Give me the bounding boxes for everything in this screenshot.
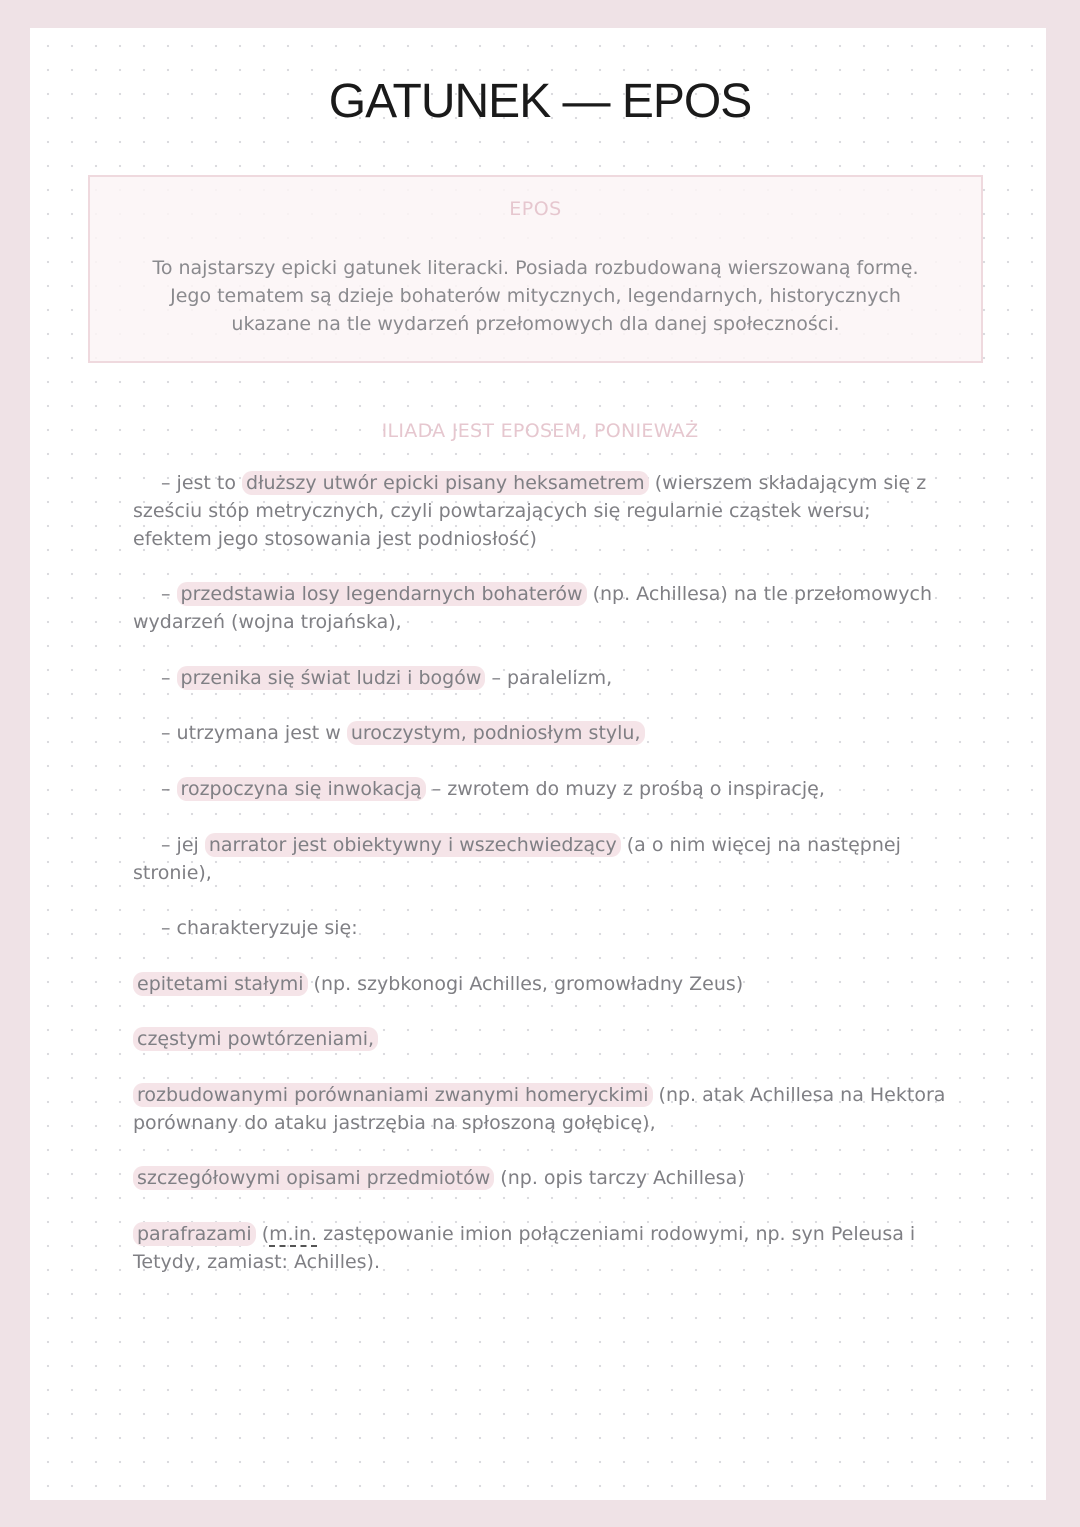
item-text: (np. atak Achillesa na Hektora porównany do ataku jastrzębia na spłoszoną gołębicę), bbox=[133, 1084, 946, 1134]
item-text: (np. Achillesa) na tle przełomowych wydarzeń (wojna trojańska), bbox=[133, 583, 932, 633]
item-text: – bbox=[161, 778, 177, 800]
definition-line: ukazane na tle wydarzeń przełomowych dla danej społeczności. bbox=[231, 313, 840, 335]
highlighted-term: narrator jest obiektywny i wszechwiedzący bbox=[205, 833, 621, 857]
item-text: – paralelizm, bbox=[485, 667, 613, 689]
page-title: GATUNEK — EPOS bbox=[328, 75, 752, 128]
highlighted-term: rozpoczyna się inwokacją bbox=[177, 777, 426, 801]
definition-line: To najstarszy epicki gatunek literacki. Posiada rozbudowaną wierszowaną formę. bbox=[152, 257, 919, 279]
item-text: zastępowanie imion połączeniami rodowymi, np. syn Peleusa i Tetydy, zamiast: Achilles). bbox=[133, 1223, 916, 1273]
highlighted-term: przedstawia losy legendarnych bohaterów bbox=[177, 582, 587, 606]
highlighted-term: przenika się świat ludzi i bogów bbox=[177, 666, 486, 690]
item-text: (np. opis tarczy Achillesa) bbox=[494, 1167, 745, 1189]
device-item bbox=[133, 1025, 953, 1053]
highlighted-term: epitetami stałymi bbox=[133, 972, 308, 996]
item-text: – bbox=[161, 667, 177, 689]
highlighted-term: dłuższy utwór epicki pisany heksametrem bbox=[242, 471, 649, 495]
device-item bbox=[133, 1164, 953, 1192]
device-item bbox=[133, 1081, 953, 1137]
item-text: (a o nim więcej na następnej stronie), bbox=[133, 834, 901, 884]
feature-item bbox=[133, 719, 953, 747]
item-text: ( bbox=[255, 1223, 270, 1245]
feature-item bbox=[133, 664, 953, 692]
highlighted-term: częstymi powtórzeniami, bbox=[133, 1027, 378, 1051]
definition-box bbox=[88, 175, 983, 363]
feature-item bbox=[133, 914, 953, 942]
feature-item bbox=[133, 775, 953, 803]
highlighted-term: szczegółowymi opisami przedmiotów bbox=[133, 1166, 494, 1190]
device-item bbox=[133, 970, 953, 998]
item-text: (np. szybkonogi Achilles, gromowładny Zeus) bbox=[307, 973, 744, 995]
item-text: – jej bbox=[161, 834, 205, 856]
item-text: – jest to bbox=[161, 472, 243, 494]
item-text: (wierszem składającym się z sześciu stóp metrycznych, czyli powtarzających się regularnie cząstek wersu; efektem jego stosowania jest podniosłość) bbox=[133, 472, 927, 550]
feature-item bbox=[133, 580, 953, 636]
device-item bbox=[133, 1220, 953, 1276]
feature-item bbox=[133, 831, 953, 887]
feature-item bbox=[133, 469, 953, 553]
highlighted-term: uroczystym, podniosłym stylu, bbox=[347, 721, 645, 745]
item-text: – charakteryzuje się: bbox=[161, 917, 358, 939]
highlighted-term: rozbudowanymi porównaniami zwanymi homeryckimi bbox=[133, 1083, 653, 1107]
item-text: – bbox=[161, 583, 177, 605]
definition-heading: EPOS bbox=[509, 198, 562, 220]
definition-text bbox=[120, 254, 951, 338]
item-text: – utrzymana jest w bbox=[161, 722, 347, 744]
definition-line: Jego tematem są dzieje bohaterów mitycznych, legendarnych, historycznych bbox=[170, 285, 901, 307]
highlighted-term: parafrazami bbox=[133, 1222, 256, 1246]
section-heading: ILIADA JEST EPOSEM, PONIEWAŻ bbox=[381, 420, 699, 442]
item-text: – zwrotem do muzy z prośbą o inspirację, bbox=[425, 778, 825, 800]
abbreviation: m.in. bbox=[269, 1223, 318, 1245]
